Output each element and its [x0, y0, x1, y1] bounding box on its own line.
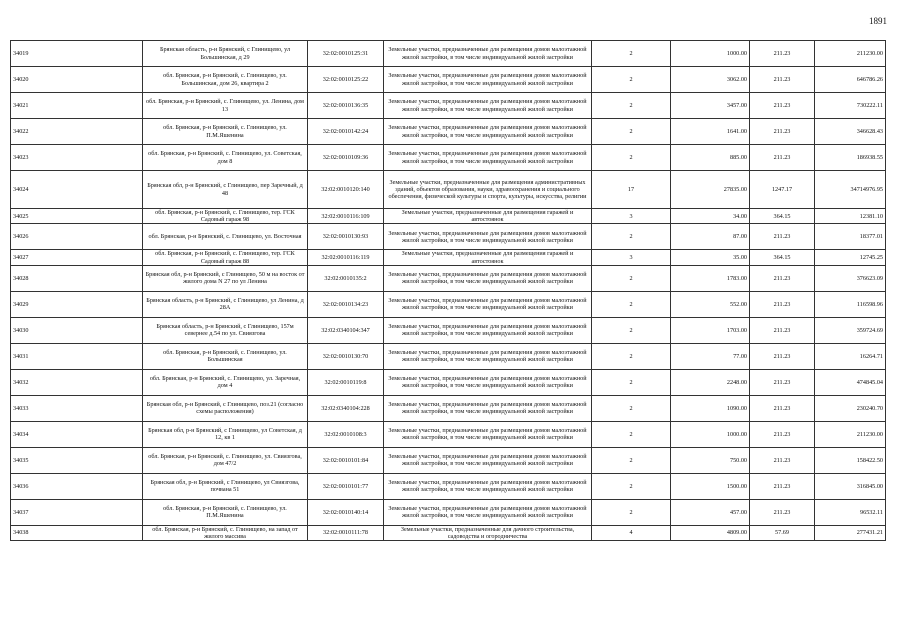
area-cell: 1000.00	[671, 41, 750, 67]
table-row	[11, 317, 886, 343]
land-use-cell: Земельные участки, предназначенные для размещения домов малоэтажной жилой застройки, в том числе индивидуальной жилой застройки	[384, 395, 592, 421]
land-use-cell: Земельные участки, предназначенные для размещения домов малоэтажной жилой застройки, в том числе индивидуальной жилой застройки	[384, 224, 592, 250]
address-cell: обл. Брянская, р-н Брянский, с. Глинищево, ул. Ленина, дом 13	[143, 93, 308, 119]
cadastral-number-cell: 32:02:0010116:119	[308, 250, 384, 265]
group-number-cell: 2	[592, 447, 671, 473]
table-row	[11, 421, 886, 447]
row-number-cell: 34021	[11, 93, 143, 119]
cadastral-number-cell: 32:02:0340104:347	[308, 317, 384, 343]
area-cell: 1090.00	[671, 395, 750, 421]
table-row	[11, 447, 886, 473]
address-cell: обл. Брянская, р-н Брянский, с. Глинищево, ул. Восточная	[143, 224, 308, 250]
cadastral-number-cell: 32:02:0010101:84	[308, 447, 384, 473]
specific-value-cell: 211.23	[750, 67, 815, 93]
area-cell: 457.00	[671, 499, 750, 525]
address-cell: Брянская обл, р-н Брянский, с Глинищево, ул Свиязгова, почвана 51	[143, 473, 308, 499]
area-cell: 750.00	[671, 447, 750, 473]
specific-value-cell: 211.23	[750, 369, 815, 395]
row-number-cell: 34024	[11, 171, 143, 209]
area-cell: 27835.00	[671, 171, 750, 209]
address-cell: обл. Брянская, р-н Брянский, с. Глинищево, ул. Заречная, дом 4	[143, 369, 308, 395]
specific-value-cell: 211.23	[750, 291, 815, 317]
specific-value-cell: 211.23	[750, 119, 815, 145]
group-number-cell: 2	[592, 93, 671, 119]
row-number-cell: 34034	[11, 421, 143, 447]
specific-value-cell: 211.23	[750, 224, 815, 250]
address-cell: обл. Брянская, р-н Брянский, с. Глинищево, ул. Большинская	[143, 343, 308, 369]
group-number-cell: 2	[592, 119, 671, 145]
row-number-cell: 34031	[11, 343, 143, 369]
cadastral-value-cell: 12745.25	[815, 250, 886, 265]
land-use-cell: Земельные участки, предназначенные для размещения гаражей и автостоянок	[384, 209, 592, 224]
row-number-cell: 34023	[11, 145, 143, 171]
cadastral-value-cell: 96532.11	[815, 499, 886, 525]
address-cell: обл. Брянская, р-н Брянский, с. Глинищево, тер. ГСК Садовый гараж 88	[143, 250, 308, 265]
cadastral-number-cell: 32:02:0010101:77	[308, 473, 384, 499]
address-cell: Брянская область, р-н Брянский, с Глинищево, ул Ленина, д 28А	[143, 291, 308, 317]
area-cell: 1783.00	[671, 265, 750, 291]
area-cell: 1000.00	[671, 421, 750, 447]
specific-value-cell: 211.23	[750, 447, 815, 473]
cadastral-value-cell: 211230.00	[815, 41, 886, 67]
cadastral-number-cell: 32:02:0340104:228	[308, 395, 384, 421]
cadastral-value-cell: 474845.04	[815, 369, 886, 395]
cadastral-number-cell: 32:02:0010109:36	[308, 145, 384, 171]
cadastral-value-cell: 359724.69	[815, 317, 886, 343]
land-use-cell: Земельные участки, предназначенные для размещения домов малоэтажной жилой застройки, в том числе индивидуальной жилой застройки	[384, 265, 592, 291]
row-number-cell: 34026	[11, 224, 143, 250]
area-cell: 1641.00	[671, 119, 750, 145]
row-number-cell: 34025	[11, 209, 143, 224]
specific-value-cell: 211.23	[750, 395, 815, 421]
address-cell: Брянская область, р-н Брянский, с Глинищево, 157м севернее д.54 по ул. Свиязгова	[143, 317, 308, 343]
cadastral-number-cell: 32:02:0010108:3	[308, 421, 384, 447]
land-use-cell: Земельные участки, предназначенные для размещения домов малоэтажной жилой застройки, в том числе индивидуальной жилой застройки	[384, 93, 592, 119]
group-number-cell: 2	[592, 291, 671, 317]
cadastral-number-cell: 32:02:0010130:93	[308, 224, 384, 250]
area-cell: 35.00	[671, 250, 750, 265]
address-cell: обл. Брянская, р-н Брянский, с. Глинищево, ул. П.М.Яшенина	[143, 119, 308, 145]
specific-value-cell: 211.23	[750, 93, 815, 119]
specific-value-cell: 364.15	[750, 250, 815, 265]
group-number-cell: 2	[592, 473, 671, 499]
address-cell: обл. Брянская, р-н Брянский, с. Глинищево, тер. ГСК Садовый гараж 98	[143, 209, 308, 224]
area-cell: 77.00	[671, 343, 750, 369]
cadastral-number-cell: 32:02:0010140:14	[308, 499, 384, 525]
row-number-cell: 34019	[11, 41, 143, 67]
land-use-cell: Земельные участки, предназначенные для размещения домов малоэтажной жилой застройки, в том числе индивидуальной жилой застройки	[384, 291, 592, 317]
table-row	[11, 525, 886, 540]
area-cell: 3457.00	[671, 93, 750, 119]
area-cell: 87.00	[671, 224, 750, 250]
cadastral-value-cell: 16264.71	[815, 343, 886, 369]
specific-value-cell: 211.23	[750, 265, 815, 291]
area-cell: 34.00	[671, 209, 750, 224]
address-cell: обл. Брянская, р-н Брянский, с. Глинищево, ул. Свиязгова, дом 47/2	[143, 447, 308, 473]
land-use-cell: Земельные участки, предназначенные для размещения домов малоэтажной жилой застройки, в том числе индивидуальной жилой застройки	[384, 447, 592, 473]
group-number-cell: 2	[592, 265, 671, 291]
group-number-cell: 2	[592, 41, 671, 67]
cadastral-number-cell: 32:02:0010136:35	[308, 93, 384, 119]
table-row	[11, 343, 886, 369]
table-row	[11, 41, 886, 67]
land-use-cell: Земельные участки, предназначенные для дачного строительства, садоводства и огородничества	[384, 525, 592, 540]
group-number-cell: 17	[592, 171, 671, 209]
cadastral-value-cell: 376623.09	[815, 265, 886, 291]
group-number-cell: 2	[592, 499, 671, 525]
specific-value-cell: 364.15	[750, 209, 815, 224]
area-cell: 3062.00	[671, 67, 750, 93]
row-number-cell: 34020	[11, 67, 143, 93]
address-cell: обл. Брянская, р-н Брянский, с. Глинищево, ул. Большинская, дом 26, квартира 2	[143, 67, 308, 93]
address-cell: Брянская обл, р-н Брянский, с Глинищево, поз.21 (согласно схемы расположения)	[143, 395, 308, 421]
table-row	[11, 224, 886, 250]
cadastral-number-cell: 32:02:0010125:22	[308, 67, 384, 93]
cadastral-number-cell: 32:02:0010142:24	[308, 119, 384, 145]
specific-value-cell: 211.23	[750, 145, 815, 171]
specific-value-cell: 211.23	[750, 473, 815, 499]
group-number-cell: 3	[592, 250, 671, 265]
page-number: 1891	[869, 16, 887, 26]
land-use-cell: Земельные участки, предназначенные для размещения домов малоэтажной жилой застройки, в том числе индивидуальной жилой застройки	[384, 473, 592, 499]
group-number-cell: 4	[592, 525, 671, 540]
cadastral-number-cell: 32:02:0010125:31	[308, 41, 384, 67]
cadastral-value-cell: 646786.26	[815, 67, 886, 93]
row-number-cell: 34032	[11, 369, 143, 395]
cadastral-number-cell: 32:02:0010119:8	[308, 369, 384, 395]
table-row	[11, 265, 886, 291]
group-number-cell: 3	[592, 209, 671, 224]
table-row	[11, 145, 886, 171]
cadastral-number-cell: 32:02:0010111:78	[308, 525, 384, 540]
cadastral-number-cell: 32:02:0010130:70	[308, 343, 384, 369]
cadastral-value-cell: 116598.96	[815, 291, 886, 317]
area-cell: 552.00	[671, 291, 750, 317]
specific-value-cell: 211.23	[750, 41, 815, 67]
cadastral-value-cell: 158422.50	[815, 447, 886, 473]
cadastral-value-cell: 211230.00	[815, 421, 886, 447]
group-number-cell: 2	[592, 421, 671, 447]
cadastral-value-cell: 730222.11	[815, 93, 886, 119]
row-number-cell: 34038	[11, 525, 143, 540]
table-row	[11, 291, 886, 317]
land-use-cell: Земельные участки, предназначенные для размещения домов малоэтажной жилой застройки, в том числе индивидуальной жилой застройки	[384, 421, 592, 447]
cadastral-value-cell: 12381.10	[815, 209, 886, 224]
table-row	[11, 499, 886, 525]
address-cell: обл. Брянская, р-н Брянский, с. Глинищево, на запад от жилого массива	[143, 525, 308, 540]
cadastral-value-cell: 277431.21	[815, 525, 886, 540]
specific-value-cell: 1247.17	[750, 171, 815, 209]
table-body	[11, 41, 886, 541]
address-cell: Брянская обл, р-н Брянский, с Глинищево, ул Советская, д 12, кв 1	[143, 421, 308, 447]
land-use-cell: Земельные участки, предназначенные для размещения домов малоэтажной жилой застройки, в том числе индивидуальной жилой застройки	[384, 145, 592, 171]
group-number-cell: 2	[592, 145, 671, 171]
row-number-cell: 34027	[11, 250, 143, 265]
table-row	[11, 250, 886, 265]
land-use-cell: Земельные участки, предназначенные для размещения гаражей и автостоянок	[384, 250, 592, 265]
land-use-cell: Земельные участки, предназначенные для размещения домов малоэтажной жилой застройки, в том числе индивидуальной жилой застройки	[384, 317, 592, 343]
area-cell: 2248.00	[671, 369, 750, 395]
group-number-cell: 2	[592, 369, 671, 395]
specific-value-cell: 211.23	[750, 499, 815, 525]
cadastral-number-cell: 32:02:0010120:140	[308, 171, 384, 209]
address-cell: Брянская обл, р-н Брянский, с Глинищево, 50 м на восток от жилого дома N 27 по ул Ленина	[143, 265, 308, 291]
table-row	[11, 93, 886, 119]
cadastral-value-cell: 230240.70	[815, 395, 886, 421]
row-number-cell: 34037	[11, 499, 143, 525]
address-cell: Брянская обл, р-н Брянский, с Глинищево, пер Заречный, д 48	[143, 171, 308, 209]
address-cell: обл. Брянская, р-н Брянский, с. Глинищево, ул. П.М.Яшенина	[143, 499, 308, 525]
cadastral-value-cell: 346628.43	[815, 119, 886, 145]
cadastral-value-cell: 18377.01	[815, 224, 886, 250]
cadastral-value-cell: 186938.55	[815, 145, 886, 171]
row-number-cell: 34029	[11, 291, 143, 317]
cadastral-value-cell: 316845.00	[815, 473, 886, 499]
area-cell: 1703.00	[671, 317, 750, 343]
row-number-cell: 34036	[11, 473, 143, 499]
group-number-cell: 2	[592, 395, 671, 421]
row-number-cell: 34022	[11, 119, 143, 145]
table-row	[11, 395, 886, 421]
specific-value-cell: 211.23	[750, 317, 815, 343]
row-number-cell: 34028	[11, 265, 143, 291]
group-number-cell: 2	[592, 317, 671, 343]
group-number-cell: 2	[592, 224, 671, 250]
land-use-cell: Земельные участки, предназначенные для размещения домов малоэтажной жилой застройки, в том числе индивидуальной жилой застройки	[384, 369, 592, 395]
area-cell: 1500.00	[671, 473, 750, 499]
row-number-cell: 34033	[11, 395, 143, 421]
land-use-cell: Земельные участки, предназначенные для размещения домов малоэтажной жилой застройки, в том числе индивидуальной жилой застройки	[384, 67, 592, 93]
land-use-cell: Земельные участки, предназначенные для размещения домов малоэтажной жилой застройки, в том числе индивидуальной жилой застройки	[384, 343, 592, 369]
land-use-cell: Земельные участки, предназначенные для размещения домов малоэтажной жилой застройки, в том числе индивидуальной жилой застройки	[384, 41, 592, 67]
cadastral-number-cell: 32:02:0010116:109	[308, 209, 384, 224]
table-row	[11, 171, 886, 209]
land-use-cell: Земельные участки, предназначенные для размещения административных зданий, объектов образования, науки, здравоохранения и социального обеспечения, физической культуры и спорта, культуры, искусства, религии	[384, 171, 592, 209]
table-row	[11, 209, 886, 224]
address-cell: обл. Брянская, р-н Брянский, с. Глинищево, ул. Советская, дом 8	[143, 145, 308, 171]
specific-value-cell: 57.69	[750, 525, 815, 540]
cadastral-number-cell: 32:02:0010135:2	[308, 265, 384, 291]
table-row	[11, 369, 886, 395]
table-row	[11, 67, 886, 93]
specific-value-cell: 211.23	[750, 421, 815, 447]
group-number-cell: 2	[592, 67, 671, 93]
cadastral-number-cell: 32:02:0010134:23	[308, 291, 384, 317]
table-row	[11, 119, 886, 145]
land-use-cell: Земельные участки, предназначенные для размещения домов малоэтажной жилой застройки, в том числе индивидуальной жилой застройки	[384, 119, 592, 145]
area-cell: 885.00	[671, 145, 750, 171]
cadastral-value-table	[10, 40, 886, 541]
row-number-cell: 34030	[11, 317, 143, 343]
specific-value-cell: 211.23	[750, 343, 815, 369]
group-number-cell: 2	[592, 343, 671, 369]
address-cell: Брянская область, р-н Брянский, с Глинищево, ул Большинская, д 29	[143, 41, 308, 67]
area-cell: 4809.00	[671, 525, 750, 540]
cadastral-value-cell: 34714976.95	[815, 171, 886, 209]
row-number-cell: 34035	[11, 447, 143, 473]
table-row	[11, 473, 886, 499]
land-use-cell: Земельные участки, предназначенные для размещения домов малоэтажной жилой застройки, в том числе индивидуальной жилой застройки	[384, 499, 592, 525]
